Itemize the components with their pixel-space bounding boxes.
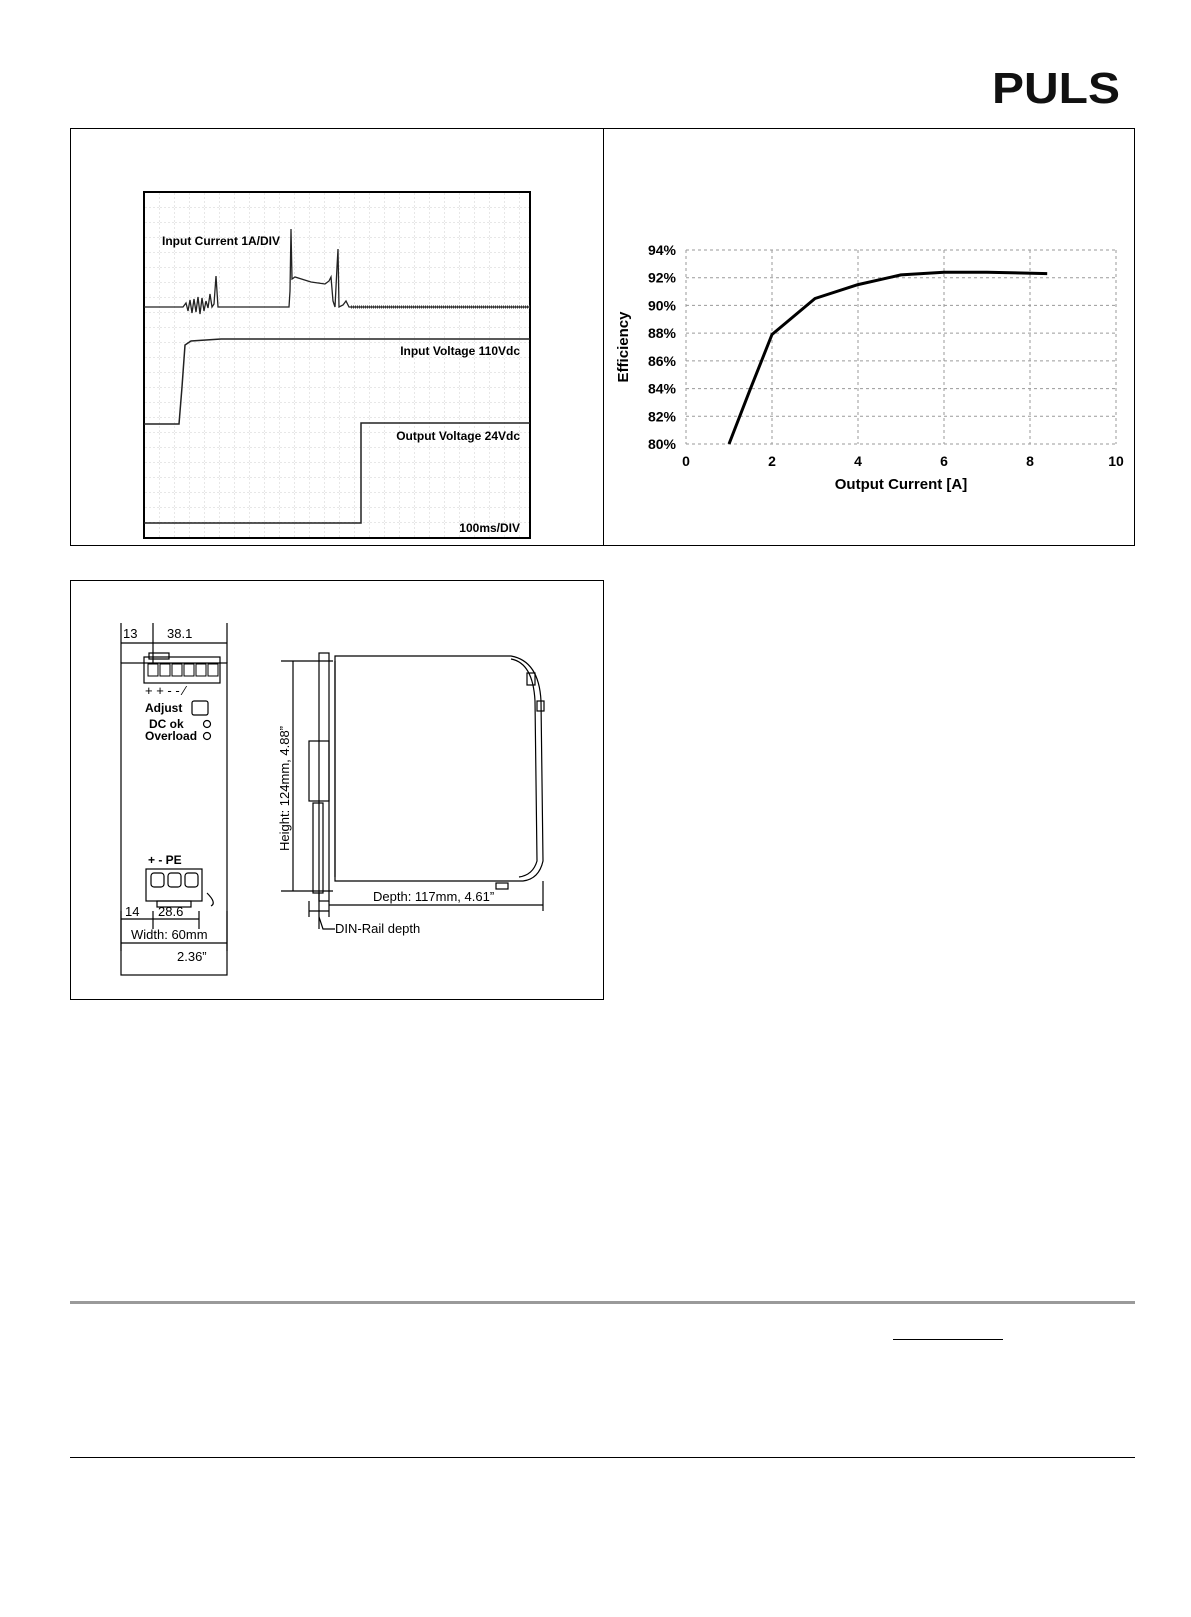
y-tick-label: 90% (647, 297, 676, 314)
adjust-label: Adjust (145, 701, 183, 715)
terminal-signs-top: + + - - ∕ (145, 683, 186, 698)
timebase-label: 100ms/DIV (459, 521, 520, 535)
overload-label: Overload (145, 729, 198, 743)
front-view (121, 623, 227, 975)
depth-label: Depth: 117mm, 4.61” (373, 889, 495, 904)
efficiency-chart (604, 129, 1134, 545)
x-tick-label: 2 (768, 453, 776, 469)
x-tick-label: 8 (1026, 453, 1034, 469)
x-axis-label: Output Current [A] (834, 476, 968, 493)
dim-14: 14 (125, 904, 140, 919)
height-label: Height: 124mm, 4.88” (277, 725, 292, 851)
input-voltage-label: Input Voltage 110Vdc (400, 344, 520, 358)
bottom-terminal-signs: + - PE (148, 853, 182, 867)
y-tick-label: 88% (647, 325, 676, 342)
y-axis-label: Efficiency (615, 311, 632, 383)
efficiency-chart-panel (603, 128, 1135, 546)
dimension-drawing-panel (70, 580, 604, 1000)
x-tick-label: 6 (940, 453, 948, 469)
x-tick-label: 4 (854, 453, 862, 469)
width-inch-label: 2.36” (177, 949, 207, 964)
input-current-label: Input Current 1A/DIV (162, 234, 281, 248)
y-tick-label: 94% (647, 242, 676, 258)
x-tick-label: 0 (682, 453, 690, 469)
dim-38-1: 38.1 (167, 626, 193, 641)
y-tick-label: 84% (647, 380, 676, 397)
dim-28-6: 28.6 (158, 904, 184, 919)
y-tick-label: 92% (647, 269, 676, 286)
y-tick-label: 82% (647, 408, 676, 425)
dc-ok-label: DC ok (149, 717, 184, 731)
width-label: Width: 60mm (131, 927, 208, 942)
scope-panel (70, 128, 604, 546)
side-view (281, 653, 544, 929)
dim-13: 13 (123, 626, 138, 641)
y-tick-label: 80% (647, 436, 676, 452)
y-tick-label: 86% (647, 352, 676, 369)
output-voltage-label: Output Voltage 24Vdc (396, 429, 520, 443)
oscilloscope-trace (71, 129, 603, 545)
footer-rule-top (70, 1301, 1135, 1304)
footer-underline (893, 1339, 1003, 1340)
puls-logo (992, 70, 1122, 106)
footer-rule-bottom (70, 1457, 1135, 1458)
x-tick-label: 10 (1108, 453, 1124, 469)
efficiency-line (729, 272, 1047, 444)
din-rail-label: DIN-Rail depth (335, 921, 421, 936)
logo-text: PULS (992, 70, 1120, 106)
mechanical-drawing (71, 581, 603, 999)
